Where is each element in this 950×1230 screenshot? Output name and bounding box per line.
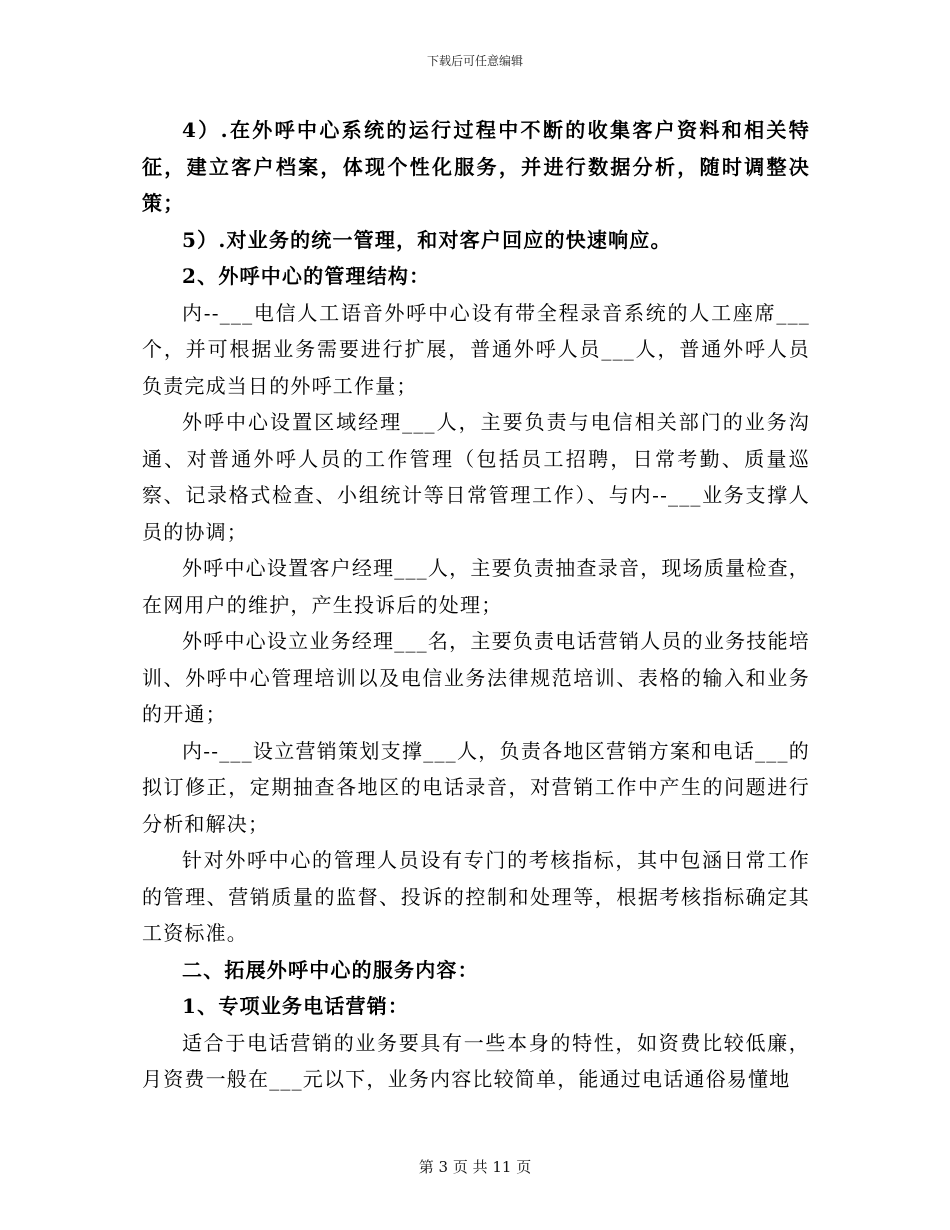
- paragraph-business-manager: 外呼中心设立业务经理___名，主要负责电话营销人员的业务技能培训、外呼中心管理培训以及电信业务法律规范培训、表格的输入和业务的开通；: [142, 629, 810, 726]
- paragraph-marketing-support: 内--___设立营销策划支撑___人，负责各地区营销方案和电话___的拟订修正，定期抽查各地区的电话录音，对营销工作中产生的问题进行分析和解决；: [142, 738, 810, 836]
- paragraph-item-5: 5）.对业务的统一管理，和对客户回应的快速响应。: [182, 227, 672, 252]
- paragraph-telemarketing: 适合于电话营销的业务要具有一些本身的特性，如资费比较低廉，月资费一般在___元以下，业务内容比较简单，能通过电话通俗易懂地: [142, 1030, 810, 1091]
- paragraph-seats: 内--___电信人工语音外呼中心设有带全程录音系统的人工座席___个，并可根据业务需要进行扩展，普通外呼人员___人，普通外呼人员负责完成当日的外呼工作量；: [142, 300, 810, 398]
- paragraph-assessment: 针对外呼中心的管理人员设有专门的考核指标，其中包涵日常工作的管理、营销质量的监督、投诉的控制和处理等，根据考核指标确定其工资标准。: [142, 848, 810, 945]
- page-header: 下载后可任意编辑: [426, 54, 523, 68]
- paragraph-region-manager: 外呼中心设置区域经理___人，主要负责与电信相关部门的业务沟通、对普通外呼人员的工作管理（包括员工招聘，日常考勤、质量巡察、记录格式检查、小组统计等日常管理工作）、与内--___业务支撑人员的协调；: [142, 410, 810, 544]
- section-heading-management-structure: 2、外呼中心的管理结构：: [182, 264, 431, 288]
- section-heading-expand-services: 二、拓展外呼中心的服务内容：: [182, 957, 479, 982]
- subsection-heading-telemarketing: 1、专项业务电话营销：: [182, 994, 410, 1018]
- page-footer: 第 3 页 共 11 页: [418, 1158, 532, 1176]
- document-body: [142, 112, 810, 1098]
- paragraph-customer-manager: 外呼中心设置客户经理___人，主要负责抽查录音，现场质量检查，在网用户的维护，产生投诉后的处理；: [142, 556, 810, 617]
- paragraph-item-4: 4）.在外呼中心系统的运行过程中不断的收集客户资料和相关特征，建立客户档案，体现个性化服务，并进行数据分析，随时调整决策；: [142, 118, 810, 215]
